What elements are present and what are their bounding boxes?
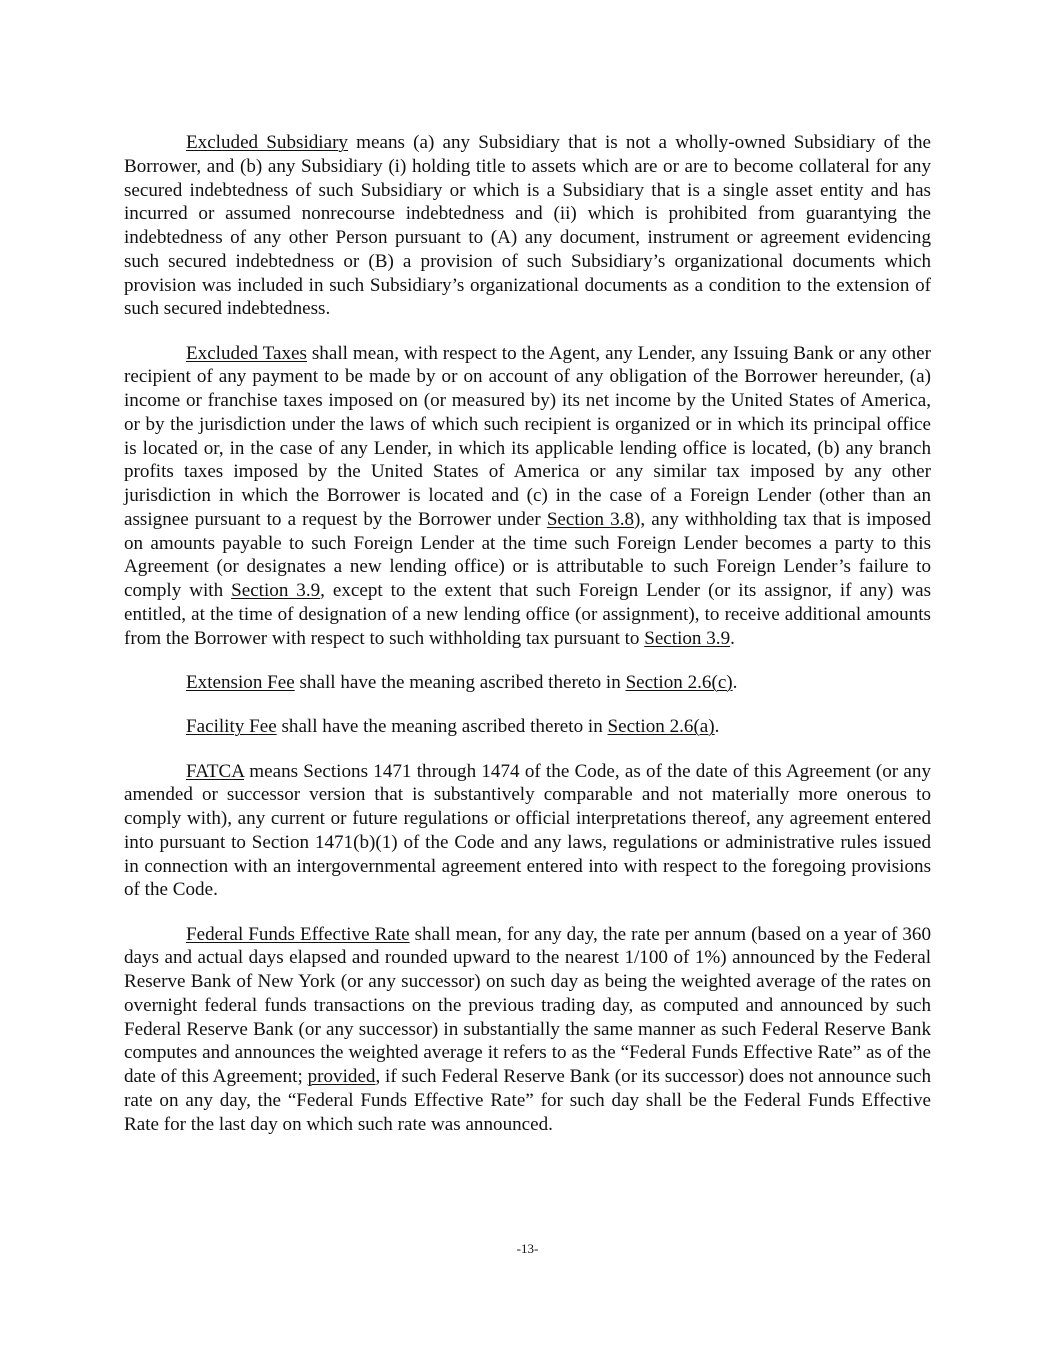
definition-facility-fee	[124, 715, 931, 739]
defined-term: Excluded Taxes	[186, 342, 307, 364]
section-reference: Section 3.9	[231, 580, 321, 602]
definition-text: .	[714, 716, 720, 738]
defined-term: Facility Fee	[186, 716, 277, 738]
defined-term: FATCA	[186, 760, 245, 782]
section-reference: Section 3.8	[546, 508, 635, 530]
definition-extension-fee	[124, 671, 931, 695]
definition-text: .	[732, 671, 738, 693]
definition-text: ), any withholding tax that is imposed on amounts payable to such Foreign Lender at the time such Foreign Lender becomes a party to this Agreement (or designates a new lending office) or is attributable to such Foreign Lender’s failure to comply with	[124, 508, 931, 602]
definition-excluded-subsidiary	[124, 131, 931, 321]
defined-term: Federal Funds Effective Rate	[186, 923, 410, 945]
definition-text: shall have the meaning ascribed thereto in	[294, 671, 626, 693]
section-reference: Section 2.6(a)	[607, 716, 715, 738]
defined-term: Extension Fee	[186, 671, 295, 693]
defined-term: Excluded Subsidiary	[186, 132, 348, 153]
definition-text: means (a) any Subsidiary that is not a wholly-owned Subsidiary of the Borrower, and (b) any Subsidiary (i) holding title to assets which are or are to become collateral for any secured indebtedness of such Subsidiary or which is a Subsidiary that is a single asset entity and has incurred or assumed nonrecourse indebtedness and (ii) which is prohibited from guarantying the indebtedness of any other Person pursuant to (A) any document, instrument or agreement evidencing such secured indebtedness or (B) a provision of such Subsidiary’s organizational documents which provision was included in such Subsidiary’s organizational documents as a condition to the extension of such secured indebtedness.	[124, 132, 931, 320]
proviso-term: provided	[307, 1066, 376, 1088]
definition-federal-funds-effective-rate	[124, 923, 931, 1137]
definition-text: shall mean, for any day, the rate per annum (based on a year of 360 days and actual days elapsed and rounded upward to the nearest 1/100 of 1%) announced by the Federal Reserve Bank of New York (or any successor) on such day as being the weighted average of the rates on overnight federal funds transactions on the previous trading day, as computed and announced by such Federal Reserve Bank (or any successor) in substantially the same manner as such Federal Reserve Bank computes and announces the weighted average it refers to as the “Federal Funds Effective Rate” as of the date of this Agreement;	[124, 923, 931, 1088]
definition-text: means Sections 1471 through 1474 of the Code, as of the date of this Agreement (or any amended or successor version that is substantively comparable and not materially more onerous to comply with), any current or future regulations or official interpretations thereof, any agreement entered into pursuant to Section 1471(b)(1) of the Code and any laws, regulations or administrative rules issued in connection with an intergovernmental agreement entered into with respect to the foregoing provisions of the Code.	[124, 760, 931, 901]
definition-text: , except to the extent that such Foreign Lender (or its assignor, if any) was entitled, at the time of designation of a new lending office (or assignment), to receive additional amounts from the Borrower with respect to such withholding tax pursuant to	[124, 580, 931, 649]
definition-text: shall mean, with respect to the Agent, any Lender, any Issuing Bank or any other recipient of any payment to be made by or on account of any obligation of the Borrower hereunder, (a) income or franchise taxes imposed on (or measured by) its net income by the United States of America, or by the jurisdiction under the laws of which such recipient is organized or in which its principal office is located or, in the case of any Lender, in which its applicable lending office is located, (b) any branch profits taxes imposed by the United States of America or any similar tax imposed by any other jurisdiction in which the Borrower is located and (c) in the case of a Foreign Lender (other than an assignee pursuant to a request by the Borrower under	[124, 342, 931, 530]
section-reference: Section 2.6(c)	[625, 671, 733, 693]
document-page	[124, 131, 931, 1157]
page-number: -13-	[516, 1241, 539, 1256]
definition-text: shall have the meaning ascribed thereto in	[276, 716, 608, 738]
section-reference: Section 3.9	[644, 627, 731, 649]
definition-text: , if such Federal Reserve Bank (or its successor) does not announce such rate on any day, the “Federal Funds Effective Rate” for such day shall be the Federal Funds Effective Rate for the last day on which such rate was announced.	[124, 1066, 931, 1135]
definition-fatca	[124, 760, 931, 903]
definition-text: .	[730, 627, 735, 649]
definition-excluded-taxes	[124, 342, 931, 651]
